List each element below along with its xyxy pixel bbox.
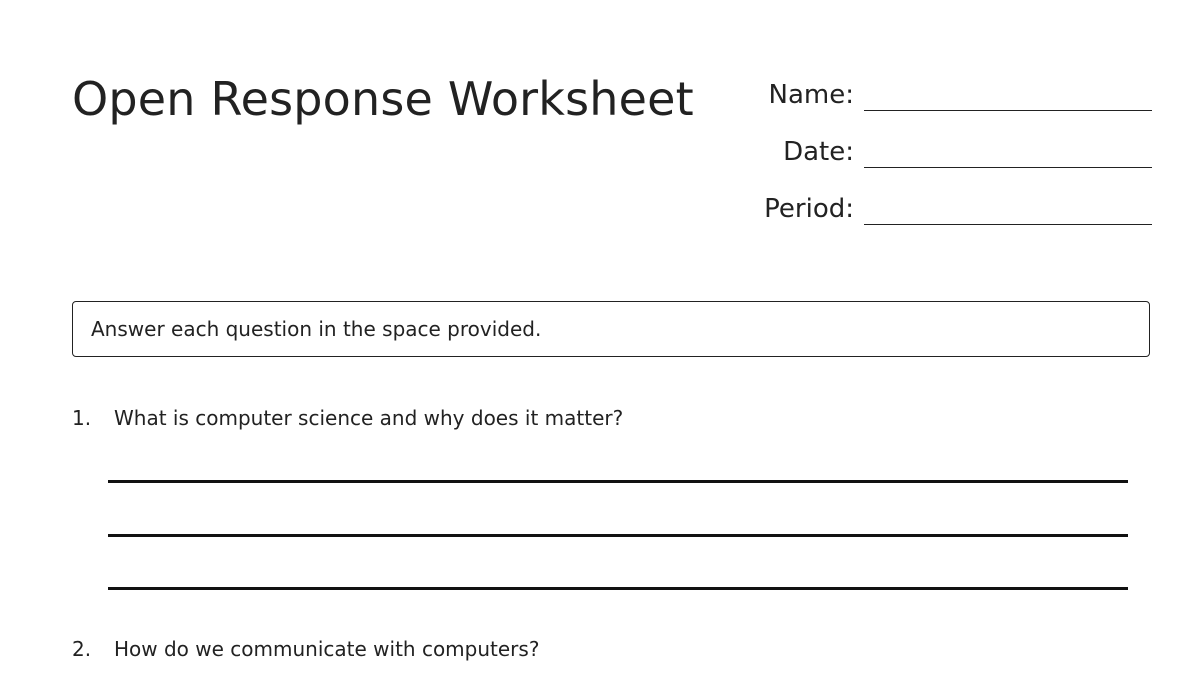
name-blank-line[interactable]	[864, 110, 1152, 111]
answer-line[interactable]	[108, 587, 1128, 590]
question-number: 2.	[72, 637, 92, 661]
date-field	[700, 132, 1152, 172]
question-number: 1.	[72, 406, 92, 430]
answer-line[interactable]	[108, 534, 1128, 537]
period-label: Period:	[764, 194, 854, 224]
answer-line[interactable]	[108, 480, 1128, 483]
name-label: Name:	[768, 80, 854, 110]
period-blank-line[interactable]	[864, 224, 1152, 225]
question-text: How do we communicate with computers?	[114, 637, 540, 661]
instructions-box: Answer each question in the space provided.	[72, 301, 1150, 357]
question-text: What is computer science and why does it matter?	[114, 406, 624, 430]
date-label: Date:	[783, 137, 854, 167]
page-title: Open Response Worksheet	[72, 72, 694, 126]
period-field	[700, 189, 1152, 229]
date-blank-line[interactable]	[864, 167, 1152, 168]
name-field	[700, 75, 1152, 115]
